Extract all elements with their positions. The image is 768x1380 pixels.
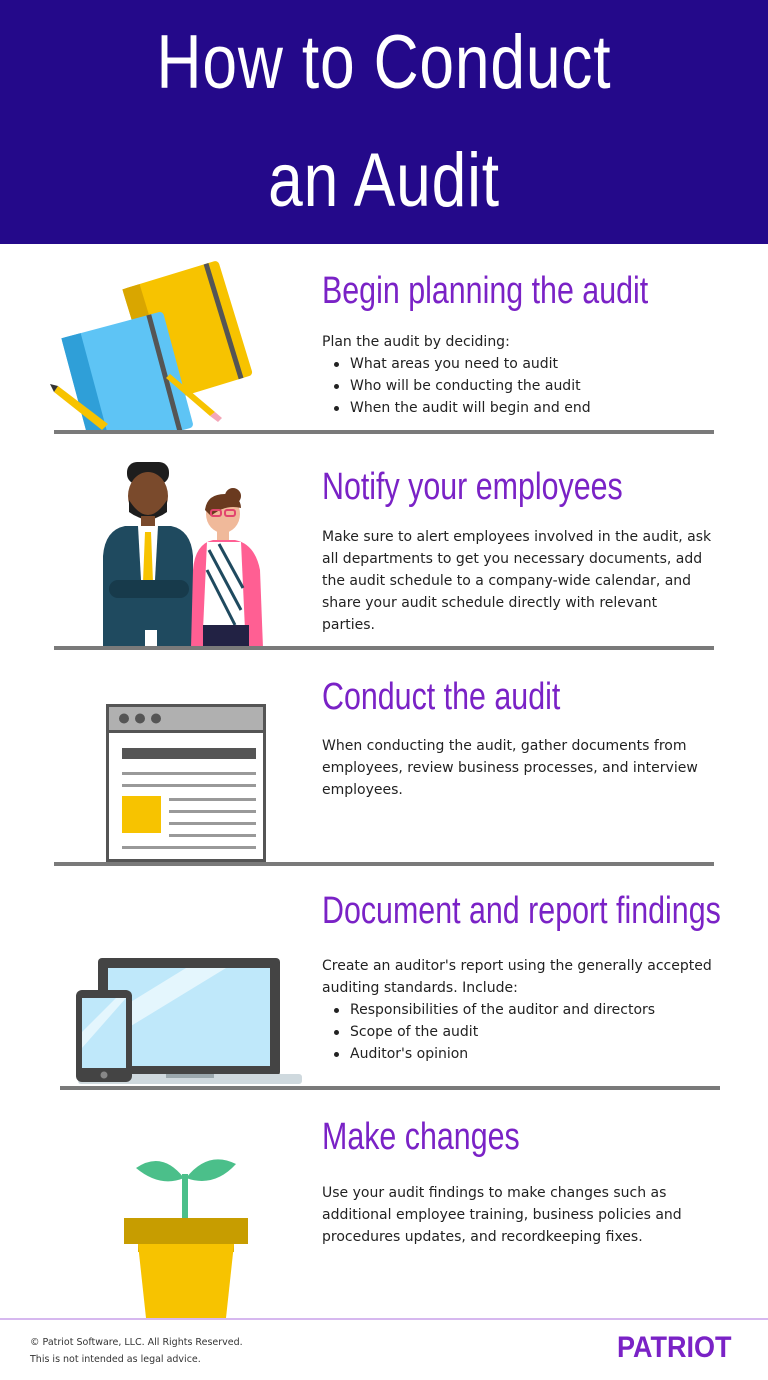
section-planning [0, 244, 768, 439]
section-heading: Document and report findings [322, 890, 721, 932]
patriot-logo: PATRIOT [617, 1331, 732, 1364]
section-heading: Conduct the audit [322, 676, 561, 718]
section-heading: Begin planning the audit [322, 270, 649, 312]
section-divider [54, 862, 714, 866]
section-body: Use your audit findings to make changes such as additional employee training, business policies and procedures updates, and recordkeeping fixes. [322, 1185, 682, 1245]
footer-divider [0, 1318, 768, 1320]
section-changes [0, 1096, 768, 1318]
browser-window-icon [106, 704, 266, 862]
two-employees-icon [95, 460, 285, 648]
section-conduct [0, 660, 768, 870]
title-banner [0, 0, 768, 244]
section-divider [60, 1086, 720, 1090]
section-body: Make sure to alert employees involved in the audit, ask all departments to get you necessary documents, add the audit schedule to a company-wide calendar, and share your audit schedule directly with relevant parties. [322, 529, 712, 633]
section-heading: Notify your employees [322, 466, 623, 508]
page-title: How to Conduct an Audit [156, 20, 612, 223]
section-heading: Make changes [322, 1116, 520, 1158]
list-item: When the audit will begin and end [322, 397, 717, 419]
bullet-list [322, 999, 717, 1065]
list-item: Scope of the audit [322, 1021, 717, 1043]
list-item: What areas you need to audit [322, 353, 717, 375]
laptop-tablet-icon [76, 956, 304, 1088]
copyright-text: © Patriot Software, LLC. All Rights Reserved. [30, 1337, 243, 1348]
section-body: When conducting the audit, gather documents from employees, review business processes, and interview employees. [322, 738, 698, 798]
disclaimer-text: This is not intended as legal advice. [30, 1354, 201, 1365]
footer-copyright-block [30, 1334, 243, 1368]
notebooks-pencil-icon [50, 254, 255, 434]
section-body [322, 331, 717, 419]
section-divider [54, 646, 714, 650]
section-body [322, 955, 717, 1065]
list-item: Auditor's opinion [322, 1043, 717, 1065]
list-item: Who will be conducting the audit [322, 375, 717, 397]
section-notify [0, 440, 768, 650]
section-document [0, 870, 768, 1092]
section-divider [54, 430, 714, 434]
section-intro: Plan the audit by deciding: [322, 334, 510, 350]
potted-sprout-icon [122, 1156, 250, 1318]
list-item: Responsibilities of the auditor and directors [322, 999, 717, 1021]
section-intro: Create an auditor's report using the generally accepted auditing standards. Include: [322, 958, 712, 996]
bullet-list [322, 353, 717, 419]
